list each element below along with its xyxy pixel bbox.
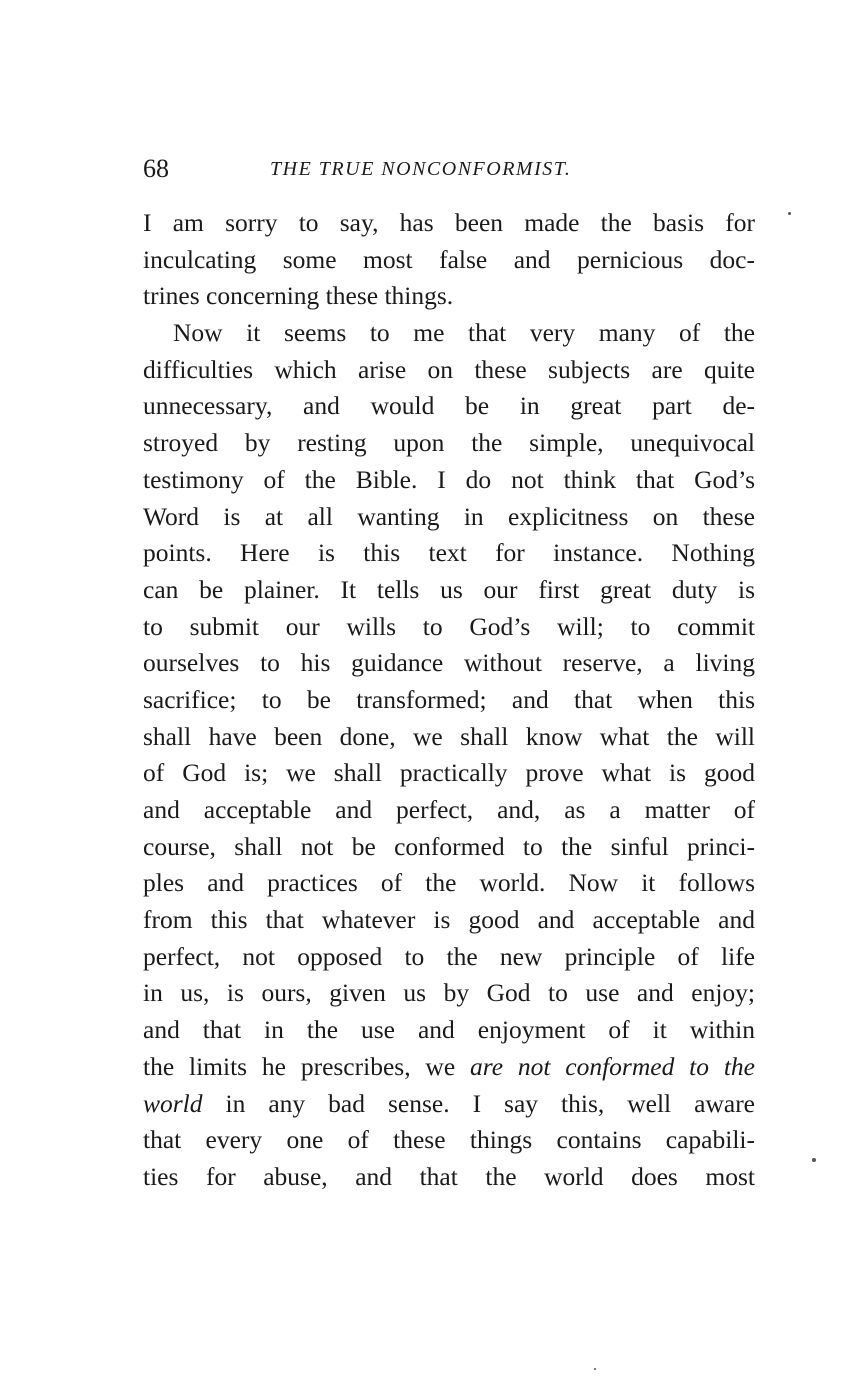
text-run: in any bad sense. I say this, well aware <box>202 1088 755 1118</box>
text-line: difficulties which arise on these subjects are quite <box>143 354 755 384</box>
text-line: inculcating some most false and pernicious doc- <box>143 244 755 274</box>
text-line: that every one of these things contains capabili- <box>143 1125 755 1155</box>
paragraph <box>143 315 755 1196</box>
text-line: and that in the use and enjoyment of it within <box>143 1015 755 1045</box>
italic-text: world <box>143 1088 203 1118</box>
text-line: and acceptable and perfect, and, as a matter of <box>143 795 755 824</box>
paragraph <box>143 205 755 315</box>
page-number: 68 <box>143 154 169 183</box>
text-line: ourselves to his guidance without reserve, a living <box>143 648 755 678</box>
text-line: Now it seems to me that very many of the <box>173 318 755 348</box>
body-text <box>143 205 755 1196</box>
scan-speck <box>788 212 791 215</box>
text-line: in us, is ours, given us by God to use and enjoy; <box>143 978 755 1008</box>
scan-speck <box>594 1368 596 1370</box>
text-line: points. Here is this text for instance. Nothing <box>143 538 755 568</box>
text-line: shall have been done, we shall know what the will <box>143 721 755 751</box>
text-line: ties for abuse, and that the world does most <box>143 1161 755 1191</box>
scan-speck <box>812 1158 816 1162</box>
text-line <box>143 1049 755 1086</box>
text-run: the limits he prescribes, we <box>143 1051 456 1081</box>
text-line: ples and practices of the world. Now it follows <box>143 868 755 898</box>
text-line: from this that whatever is good and acceptable and <box>143 905 755 935</box>
text-line: testimony of the Bible. I do not think that God’s <box>143 464 755 494</box>
text-line: perfect, not opposed to the new principle of life <box>143 941 755 971</box>
text-line: sacrifice; to be transformed; and that when this <box>143 684 755 714</box>
text-line: Word is at all wanting in explicitness on these <box>143 501 755 531</box>
text-line <box>143 1086 755 1123</box>
text-line: can be plainer. It tells us our first great duty is <box>143 574 755 604</box>
text-line: unnecessary, and would be in great part de- <box>143 391 755 421</box>
italic-text: are not conformed to the <box>469 1051 755 1081</box>
text-line: to submit our wills to God’s will; to commit <box>143 611 755 641</box>
running-title: THE TRUE NONCONFORMIST. <box>270 158 572 180</box>
text-line: I am sorry to say, has been made the basis for <box>143 208 755 237</box>
text-line: course, shall not be conformed to the sinful princi- <box>143 831 755 861</box>
text-line: trines concerning these things. <box>143 281 454 311</box>
text-line: stroyed by resting upon the simple, unequivocal <box>143 428 755 458</box>
page-header <box>143 154 755 194</box>
text-line: of God is; we shall practically prove what is good <box>143 758 755 788</box>
